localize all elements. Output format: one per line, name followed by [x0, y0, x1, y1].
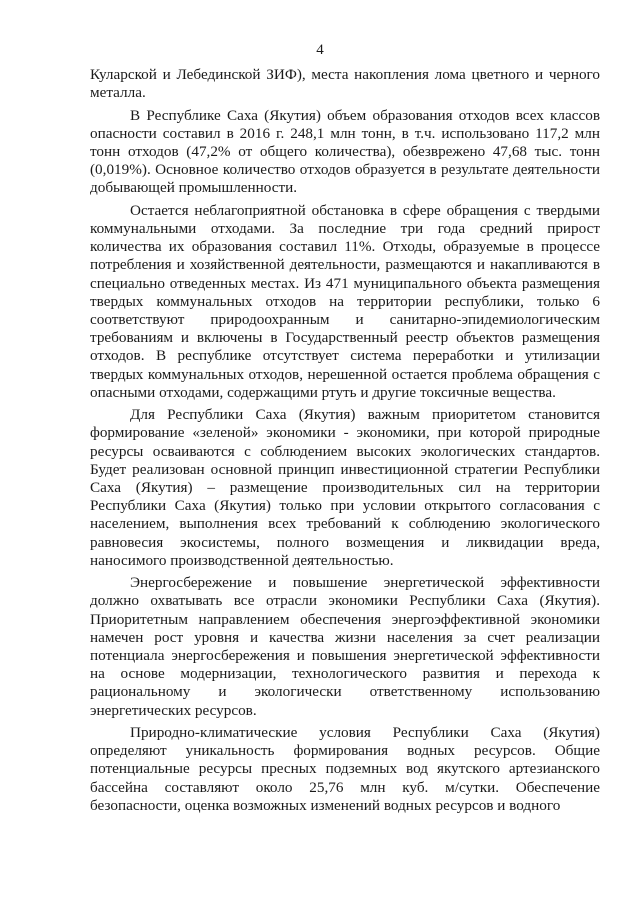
page-number: 4: [316, 42, 324, 58]
paragraph-energy-efficiency: Энергосбережение и повышение энергетической эффективности должно охватывать все отрасли экономики Республики Саха (Якутия). Приоритетным направлением обеспечения энергоэффективной экономики намечен рост уровня и качества жизни населения за счет реализации потенциала энергосбережения и повышения энергетической эффективности на основе модернизации, технологического развития и перехода к рациональному и экологически ответственному использованию энергетических ресурсов.: [90, 574, 600, 719]
paragraph-continuation: Куларской и Лебединской ЗИФ), места накопления лома цветного и черного металла.: [90, 66, 600, 102]
paragraph-green-economy: Для Республики Саха (Якутия) важным приоритетом становится формирование «зеленой» экономики - экономики, при которой природные ресурсы осваиваются с соблюдением высоких экологических стандартов. Будет реализован основной принцип инвестиционной стратегии Республики Саха (Якутия) – размещение производительных сил на территории Республики Саха (Якутия) только при условии открытого согласования с населением, выполнения всех требований к соблюдению экологического равновесия экосистемы, полного возмещения и ликвидации вреда, наносимого производственной деятельностью.: [90, 406, 600, 569]
body-text: [90, 66, 600, 819]
paragraph-water-resources: Природно-климатические условия Республики Саха (Якутия) определяют уникальность формирования водных ресурсов. Общие потенциальные ресурсы пресных подземных вод якутского артезианского бассейна составляют около 25,76 млн куб. м/сутки. Обеспечение безопасности, оценка возможных изменений водных ресурсов и водного: [90, 724, 600, 814]
paragraph-municipal-waste: Остается неблагоприятной обстановка в сфере обращения с твердыми коммунальными отходами. За последние три года средний прирост количества их образования составил 11%. Отходы, образуемые в процессе потребления и хозяйственной деятельности, размещаются и накапливаются в специально отведенных местах. Из 471 муниципального объекта размещения твердых коммунальных отходов на территории республики, только 6 соответствуют природоохранным и санитарно-эпидемиологическим требованиям и включены в Государственный реестр объектов размещения отходов. В республике отсутствует система переработки и утилизации твердых коммунальных отходов, нерешенной остается проблема обращения с опасными отходами, содержащими ртуть и другие токсичные вещества.: [90, 201, 600, 401]
paragraph-waste-volume: В Республике Саха (Якутия) объем образования отходов всех классов опасности составил в 2016 г. 248,1 млн тонн, в т.ч. использовано 117,2 млн тонн отходов (47,2% от общего количества), обезврежено 47,68 тыс. тонн (0,019%). Основное количество отходов образуется в результате деятельности добывающей промышленности.: [90, 106, 600, 197]
